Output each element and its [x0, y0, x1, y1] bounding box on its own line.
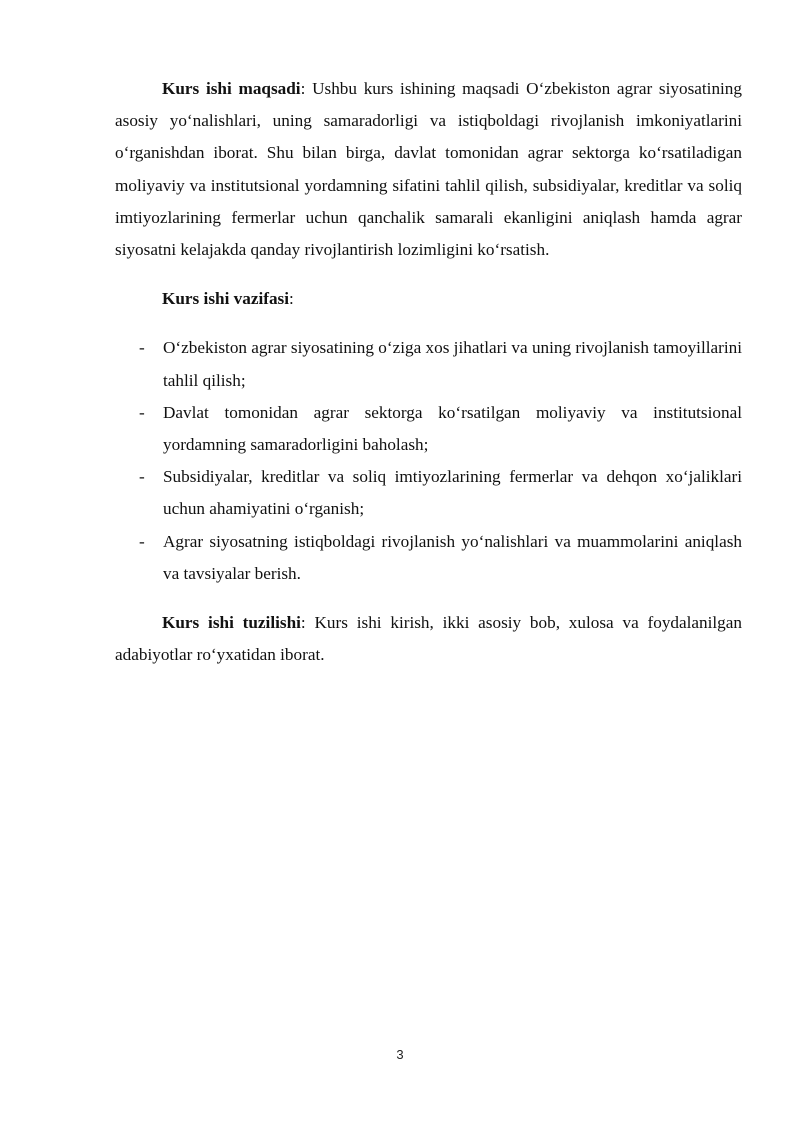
- list-item: [115, 461, 742, 525]
- tasks-label: Kurs ishi vazifasi: [162, 289, 290, 309]
- structure-text: Kurs ishi kirish, ikki asosiy bob, xulosa va foydalanilgan adabiyotlar ro‘yxatidan iborat.: [115, 613, 743, 665]
- purpose-label: Kurs ishi maqsadi: [162, 79, 301, 98]
- structure-label: Kurs ishi tuzilishi: [162, 613, 301, 633]
- list-dash: -: [139, 402, 145, 422]
- purpose-paragraph: [115, 73, 742, 266]
- list-dash: -: [139, 467, 145, 487]
- list-item: [115, 526, 742, 590]
- tasks-separator: :: [289, 289, 294, 309]
- purpose-separator: :: [300, 79, 306, 98]
- list-dash: -: [139, 531, 145, 551]
- page-number: 3: [396, 1047, 404, 1062]
- structure-separator: :: [300, 613, 306, 633]
- list-item-text: Davlat tomonidan agrar sektorga ko‘rsatilgan moliyaviy va institutsional yordamning samaradorligini baholash;: [163, 402, 742, 455]
- purpose-text: Ushbu kurs ishining maqsadi O‘zbekiston agrar siyosatining asosiy yo‘nalishlari, uning samaradorligi va istiqboldagi rivojlanish imkoniyatlarini o‘rganishdan iborat. Shu bilan birga, davlat tomonidan agrar sektorga ko‘rsatiladigan moliyaviy va institutsional yordamning sifatini tahlil qilish, subsidiyalar, kreditlar va soliq imtiyozlarining fermerlar uchun qanchalik samarali ekanligini aniqlash hamda agrar siyosatni kelajakda qanday rivojlantirish lozimligini ko‘rsatish.: [115, 79, 742, 260]
- page-content: [115, 73, 742, 671]
- list-item-text: O‘zbekiston agrar siyosatining o‘ziga xos jihatlari va uning rivojlanish tamoyillarini tahlil qilish;: [163, 338, 742, 390]
- list-item-text: Subsidiyalar, kreditlar va soliq imtiyozlarining fermerlar va dehqon xo‘jaliklari uchun ahamiyatini o‘rganish;: [163, 467, 742, 519]
- structure-paragraph: [115, 607, 742, 671]
- list-item-text: Agrar siyosatning istiqboldagi rivojlanish yo‘nalishlari va muammolarini aniqlash va tavsiyalar berish.: [163, 531, 742, 583]
- tasks-heading: [115, 283, 742, 315]
- list-item: [115, 332, 742, 396]
- list-item: [115, 397, 742, 461]
- list-dash: -: [139, 338, 145, 358]
- tasks-list: [115, 332, 742, 590]
